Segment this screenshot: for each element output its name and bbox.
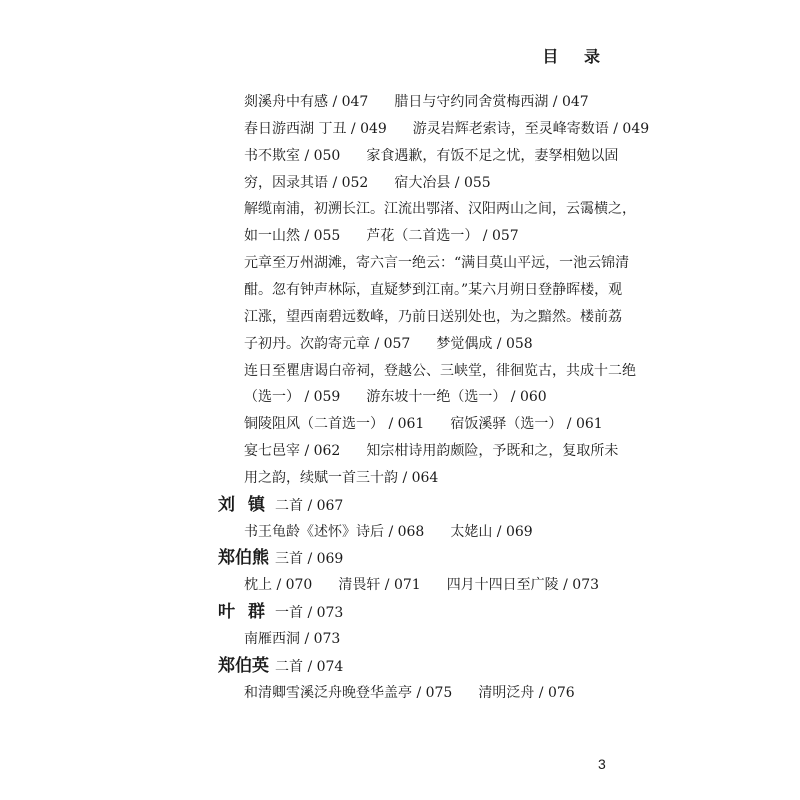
toc-entry: 腊日与守约同舍赏梅西湖 / 047	[394, 94, 589, 110]
toc-entry: 酣。忽有钟声林际，直疑梦到江南。”某六月朔日登静晖楼，观	[244, 281, 623, 298]
toc-entry: 清畏轩 / 071	[338, 577, 421, 594]
toc-entry: 子初丹。次韵寄元章 / 057	[244, 335, 411, 352]
toc-entry-line	[244, 468, 614, 488]
toc-entry-line	[244, 629, 614, 649]
author-name: 郑伯英	[218, 655, 269, 676]
toc-entry: 宿大冶县 / 055	[394, 174, 491, 191]
toc-entry-line	[244, 387, 614, 407]
toc-entry: 解缆南浦，初溯长江。江流出鄂渚、汉阳两山之间，云霭横之，	[244, 201, 636, 218]
toc-entry: 二首 / 067	[275, 497, 344, 514]
toc-entry-line	[244, 173, 614, 193]
toc-entry: 家食遇歉，有饭不足之忧，妻孥相勉以固	[366, 147, 619, 164]
section-title: 目 录	[542, 47, 610, 66]
toc-entry-line	[244, 199, 636, 219]
toc-entry-line	[244, 226, 614, 246]
toc-entry-line	[244, 119, 650, 139]
toc-author-line	[218, 656, 588, 677]
toc-author-line	[218, 495, 588, 516]
toc-entry-line	[244, 92, 614, 112]
toc-entry: 四月十四日至广陵 / 073	[446, 577, 600, 594]
toc-entry: 游灵岩辉老索诗，至灵峰寄数语 / 049	[412, 120, 650, 137]
toc-entry: 剡溪舟中有感 / 047	[244, 94, 369, 110]
toc-entry: 春日游西湖 丁丑 / 049	[244, 120, 387, 137]
toc-entry: 如一山然 / 055	[244, 228, 341, 245]
toc-entry: 清明泛舟 / 076	[478, 684, 575, 701]
toc-entry: （选一） / 059	[244, 389, 341, 406]
toc-entry: 书王龟龄《述怀》诗后 / 068	[244, 523, 425, 540]
toc-entry-line	[244, 522, 614, 542]
toc-entry: 书不欺室 / 050	[244, 147, 341, 164]
toc-entry-line	[244, 253, 630, 273]
toc-entry-line	[244, 146, 619, 166]
page-number: 3	[598, 756, 606, 772]
toc-entry: 用之韵，续赋一首三十韵 / 064	[244, 469, 439, 486]
author-name: 郑伯熊	[218, 548, 269, 569]
toc-entry-line	[244, 683, 614, 703]
toc-entry: 铜陵阻风（二首选一） / 061	[244, 416, 425, 433]
toc-author-line	[218, 602, 588, 623]
toc-entry: 元章至万州湖滩，寄六言一绝云：“满目莫山平远，一池云锦清	[244, 255, 630, 272]
toc-entry: 连日至瞿唐谒白帝祠，登越公、三峡堂，徘徊览古，共成十二绝	[244, 362, 636, 379]
author-name: 刘镇	[218, 494, 278, 515]
toc-entry: 枕上 / 070	[244, 577, 313, 594]
toc-entry: 江涨，望西南碧远数峰，乃前日送别处也，为之黯然。楼前荔	[244, 308, 622, 325]
author-name: 叶群	[218, 602, 278, 623]
toc-entry: 游东坡十一绝（选一） / 060	[366, 389, 547, 406]
toc-entry: 梦觉偶成 / 058	[436, 335, 533, 352]
toc-entry-line	[244, 307, 622, 327]
toc-entry: 一首 / 073	[275, 605, 344, 622]
toc-entry-line	[244, 441, 619, 461]
toc-entry-line	[244, 414, 614, 434]
toc-entry-line	[244, 361, 636, 381]
toc-entry: 知宗柑诗用韵颇险，予既和之，复取所未	[366, 443, 619, 460]
toc-entry: 南雁西洞 / 073	[244, 631, 341, 647]
toc-entry: 太姥山 / 069	[450, 523, 533, 540]
toc-entry-line	[244, 280, 623, 300]
toc-entry: 宿饭溪驿（选一） / 061	[450, 416, 603, 433]
toc-entry: 芦花（二首选一） / 057	[366, 228, 519, 245]
toc-entry: 二首 / 074	[275, 658, 344, 675]
toc-entry-line	[244, 334, 614, 354]
toc-entry-line	[244, 575, 614, 595]
toc-entry: 和清卿雪溪泛舟晚登华盖亭 / 075	[244, 684, 453, 701]
toc-entry: 穷，因录其语 / 052	[244, 174, 369, 191]
toc-author-line	[218, 548, 588, 569]
toc-entry: 三首 / 069	[275, 551, 344, 568]
toc-entry: 宴七邑宰 / 062	[244, 443, 341, 460]
